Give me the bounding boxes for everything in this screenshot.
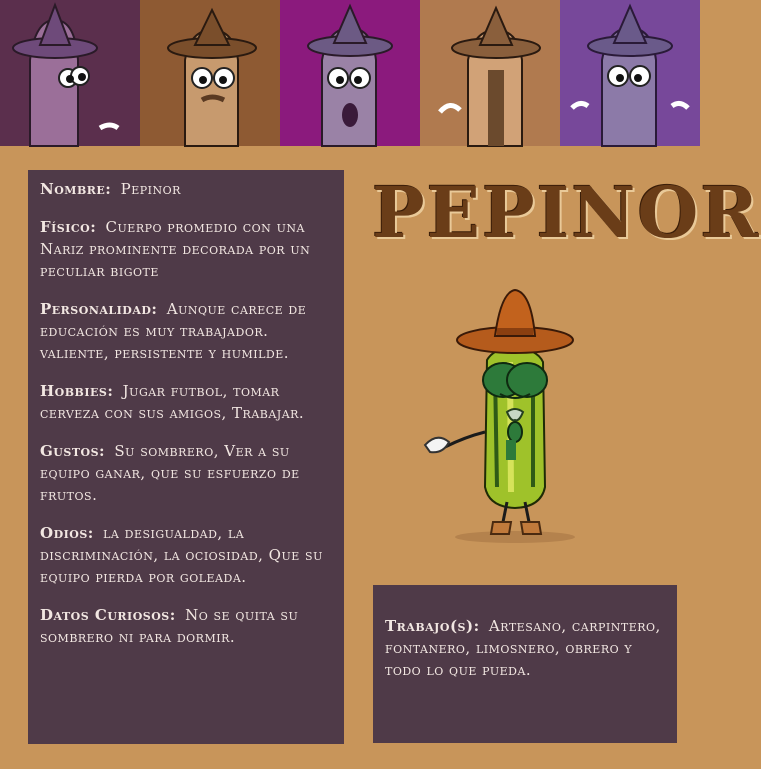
personalidad-label: Personalidad: <box>40 300 158 318</box>
info-nombre <box>40 178 334 200</box>
pepinor-character-illustration <box>415 282 580 547</box>
datos-curiosos-value: No se quita su sombrero ni para dormir. <box>40 606 299 646</box>
character-info-box <box>28 170 344 744</box>
expression-panel-2 <box>140 0 280 146</box>
hobbies-value: Jugar futbol, tomar cerveza con sus amigos, Trabajar. <box>40 382 305 422</box>
expression-panel-strip <box>0 0 700 146</box>
character-portrait-2 <box>140 0 280 146</box>
expression-panel-3 <box>280 0 420 146</box>
character-portrait-4 <box>420 0 560 146</box>
expression-panel-5 <box>560 0 700 146</box>
info-hobbies <box>40 380 334 424</box>
trabajo-value: Artesano, carpintero, fontanero, limosnero, obrero y todo lo que pueda. <box>385 617 661 679</box>
character-portrait-5 <box>560 0 700 146</box>
fisico-value: Cuerpo promedio con una Nariz prominente decorada por un peculiar bigote <box>40 218 311 280</box>
character-portrait-1 <box>0 0 140 146</box>
info-gustos <box>40 440 334 506</box>
odios-value: la desigualdad, la discriminación, la ociosidad, Que su equipo pierda por goleada. <box>40 524 323 586</box>
expression-panel-1 <box>0 0 140 146</box>
info-datos-curiosos <box>40 604 334 648</box>
info-odios <box>40 522 334 588</box>
trabajo-box <box>373 585 677 743</box>
personalidad-value: Aunque carece de educación es muy trabajador. valiente, persistente y humilde. <box>40 300 307 362</box>
nombre-value: Pepinor <box>120 180 181 198</box>
trabajo-label: Trabajo(s): <box>385 617 480 635</box>
nombre-label: Nombre: <box>40 180 112 198</box>
odios-label: Odios: <box>40 524 94 542</box>
character-title: PEPINOR <box>372 171 761 254</box>
hobbies-label: Hobbies: <box>40 382 114 400</box>
info-personalidad <box>40 298 334 364</box>
info-fisico <box>40 216 334 282</box>
gustos-value: Su sombrero, Ver a su equipo ganar, que su esfuerzo de frutos. <box>40 442 300 504</box>
character-portrait-3 <box>280 0 420 146</box>
fisico-label: Físico: <box>40 218 97 236</box>
info-trabajo <box>385 615 667 681</box>
datos-curiosos-label: Datos Curiosos: <box>40 606 176 624</box>
expression-panel-4 <box>420 0 560 146</box>
gustos-label: Gustos: <box>40 442 106 460</box>
